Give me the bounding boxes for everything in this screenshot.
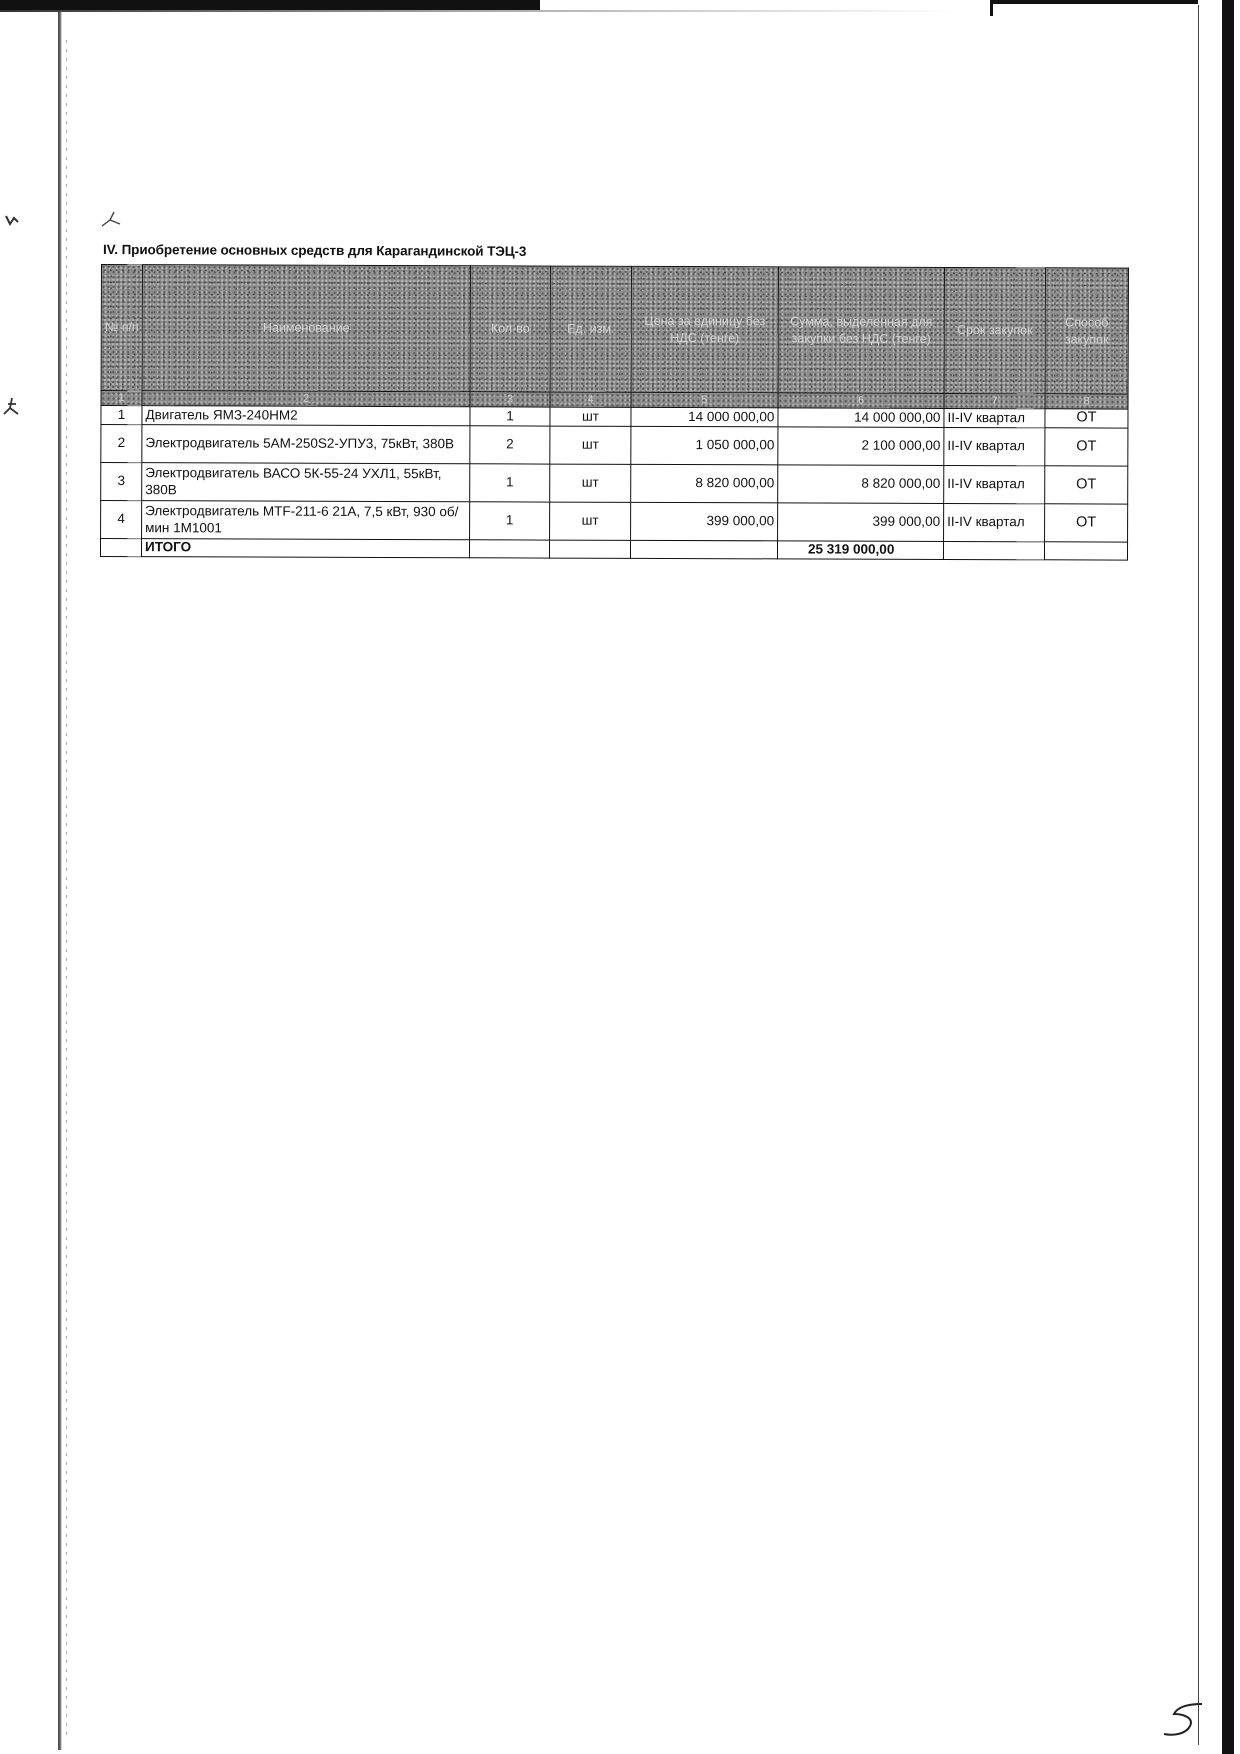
total-row <box>100 539 1127 561</box>
table-row <box>101 425 1128 467</box>
row-term: II-IV квартал <box>944 408 1045 427</box>
row-unit: шт <box>550 502 631 540</box>
scan-top-shadow <box>0 10 1200 12</box>
scan-right-edge <box>1222 0 1234 1754</box>
row-unit: шт <box>550 407 631 426</box>
row-qty: 2 <box>470 426 550 464</box>
scan-speck <box>100 210 124 230</box>
row-sum: 8 820 000,00 <box>778 465 944 504</box>
column-number: 4 <box>550 392 631 407</box>
scan-speck <box>2 396 22 418</box>
header-method: Способ закупок <box>1045 268 1128 394</box>
row-term: II-IV квартал <box>944 465 1045 503</box>
row-price: 1 050 000,00 <box>631 426 778 465</box>
row-price: 399 000,00 <box>631 502 778 541</box>
row-name: Электродвигатель MTF-211-6 21А, 7,5 кВт, 930 об/мин 1М1001 <box>142 501 470 540</box>
total-empty-cell <box>549 540 630 558</box>
table-row <box>101 501 1128 543</box>
row-num: 2 <box>101 425 142 463</box>
row-sum: 399 000,00 <box>778 503 944 542</box>
row-term: II-IV квартал <box>944 427 1045 465</box>
header-qty: Кол-во <box>470 266 550 392</box>
row-qty: 1 <box>470 464 550 502</box>
column-number: 6 <box>778 393 944 409</box>
table-row <box>101 463 1128 505</box>
row-name: Двигатель ЯМЗ-240НМ2 <box>142 406 470 426</box>
row-num: 3 <box>101 463 142 501</box>
row-num: 4 <box>101 501 142 539</box>
column-number: 7 <box>944 393 1045 408</box>
header-term: Срок закупок <box>944 267 1045 393</box>
row-qty: 1 <box>470 407 550 426</box>
scan-speck <box>4 214 22 228</box>
scan-top-right-border <box>990 0 1198 4</box>
total-sum: 25 319 000,00 <box>777 541 943 560</box>
row-method: ОТ <box>1045 504 1128 542</box>
header-num: № п/п <box>101 265 142 391</box>
scan-left-edge <box>58 10 62 1750</box>
header-unit: Ед. изм. <box>550 266 631 392</box>
column-number: 8 <box>1045 394 1128 409</box>
table-header-row <box>101 265 1128 395</box>
row-price: 8 820 000,00 <box>631 464 778 503</box>
section-title: IV. Приобретение основных средств для Карагандинской ТЭЦ-3 <box>102 242 527 259</box>
total-empty-cell <box>630 540 777 559</box>
column-number: 1 <box>101 391 142 406</box>
row-sum: 2 100 000,00 <box>778 427 944 466</box>
total-empty-cell <box>100 539 141 557</box>
scan-left-dotted-edge <box>66 40 67 1740</box>
header-name: Наименование <box>142 265 470 392</box>
total-empty-cell <box>943 541 1044 559</box>
scan-top-edge <box>0 0 540 10</box>
procurement-table <box>100 264 1129 561</box>
row-name: Электродвигатель ВАСО 5К-55-24 УХЛ1, 55кВт, 380В <box>142 463 470 502</box>
scan-right-line <box>1198 5 1199 1745</box>
row-method: ОТ <box>1045 428 1128 466</box>
row-name: Электродвигатель 5АМ-250S2-УПУ3, 75кВт, 380В <box>142 425 470 464</box>
row-price: 14 000 000,00 <box>631 407 778 427</box>
handwritten-page-mark <box>1160 1700 1210 1740</box>
header-sum: Сумма, выделенная для закупки без НДС (тенге) <box>778 267 944 394</box>
row-unit: шт <box>550 426 631 464</box>
row-unit: шт <box>550 464 631 502</box>
row-sum: 14 000 000,00 <box>778 408 944 428</box>
total-empty-cell <box>1044 542 1127 560</box>
column-number: 3 <box>470 392 550 407</box>
row-term: II-IV квартал <box>944 503 1045 541</box>
column-number: 5 <box>631 392 778 408</box>
row-qty: 1 <box>470 502 550 540</box>
row-method: ОТ <box>1045 409 1128 428</box>
total-empty-cell <box>469 540 549 558</box>
scan-top-right-tick <box>990 0 993 16</box>
header-price: Цена за единицу без НДС (тенге) <box>631 266 778 393</box>
row-method: ОТ <box>1045 466 1128 504</box>
total-label: ИТОГО <box>141 539 469 558</box>
column-number: 2 <box>142 391 470 407</box>
row-num: 1 <box>101 406 142 425</box>
